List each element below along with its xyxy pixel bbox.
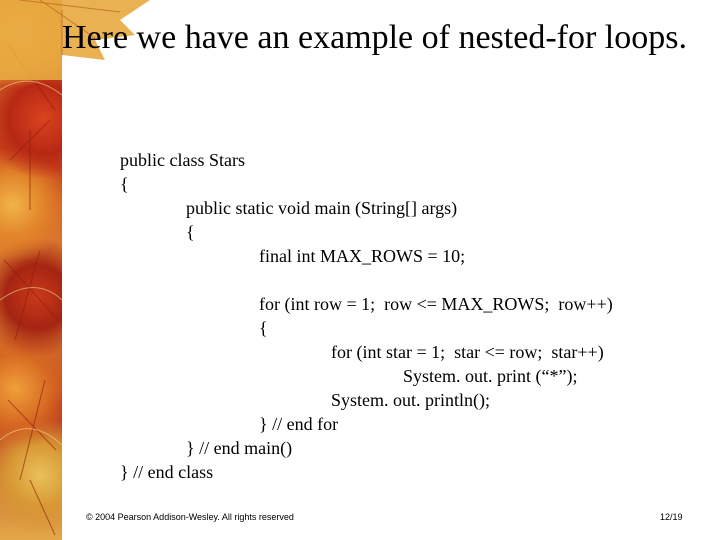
code-line: { — [120, 174, 129, 194]
code-line-blank — [120, 268, 613, 292]
code-line: for (int star = 1; star <= row; star++) — [331, 342, 604, 362]
code-line: } // end for — [259, 414, 339, 434]
code-line: for (int row = 1; row <= MAX_ROWS; row++) — [259, 294, 613, 314]
footer-page-number: 12/19 — [660, 512, 683, 522]
leaf-veins-decoration — [0, 0, 62, 540]
code-line: System. out. print (“*”); — [403, 366, 578, 386]
code-line: public class Stars — [120, 150, 245, 170]
code-line: } // end class — [120, 462, 214, 482]
footer-copyright: © 2004 Pearson Addison-Wesley. All rights reserved — [86, 512, 294, 522]
slide-title: Here we have an example of nested-for loops. — [62, 19, 687, 56]
code-line: { — [186, 222, 195, 242]
code-line: { — [259, 318, 268, 338]
code-line: } // end main() — [186, 438, 293, 458]
code-line: final int MAX_ROWS = 10; — [259, 246, 466, 266]
code-line: public static void main (String[] args) — [186, 198, 458, 218]
code-block — [120, 148, 613, 484]
code-line: System. out. println(); — [331, 390, 490, 410]
